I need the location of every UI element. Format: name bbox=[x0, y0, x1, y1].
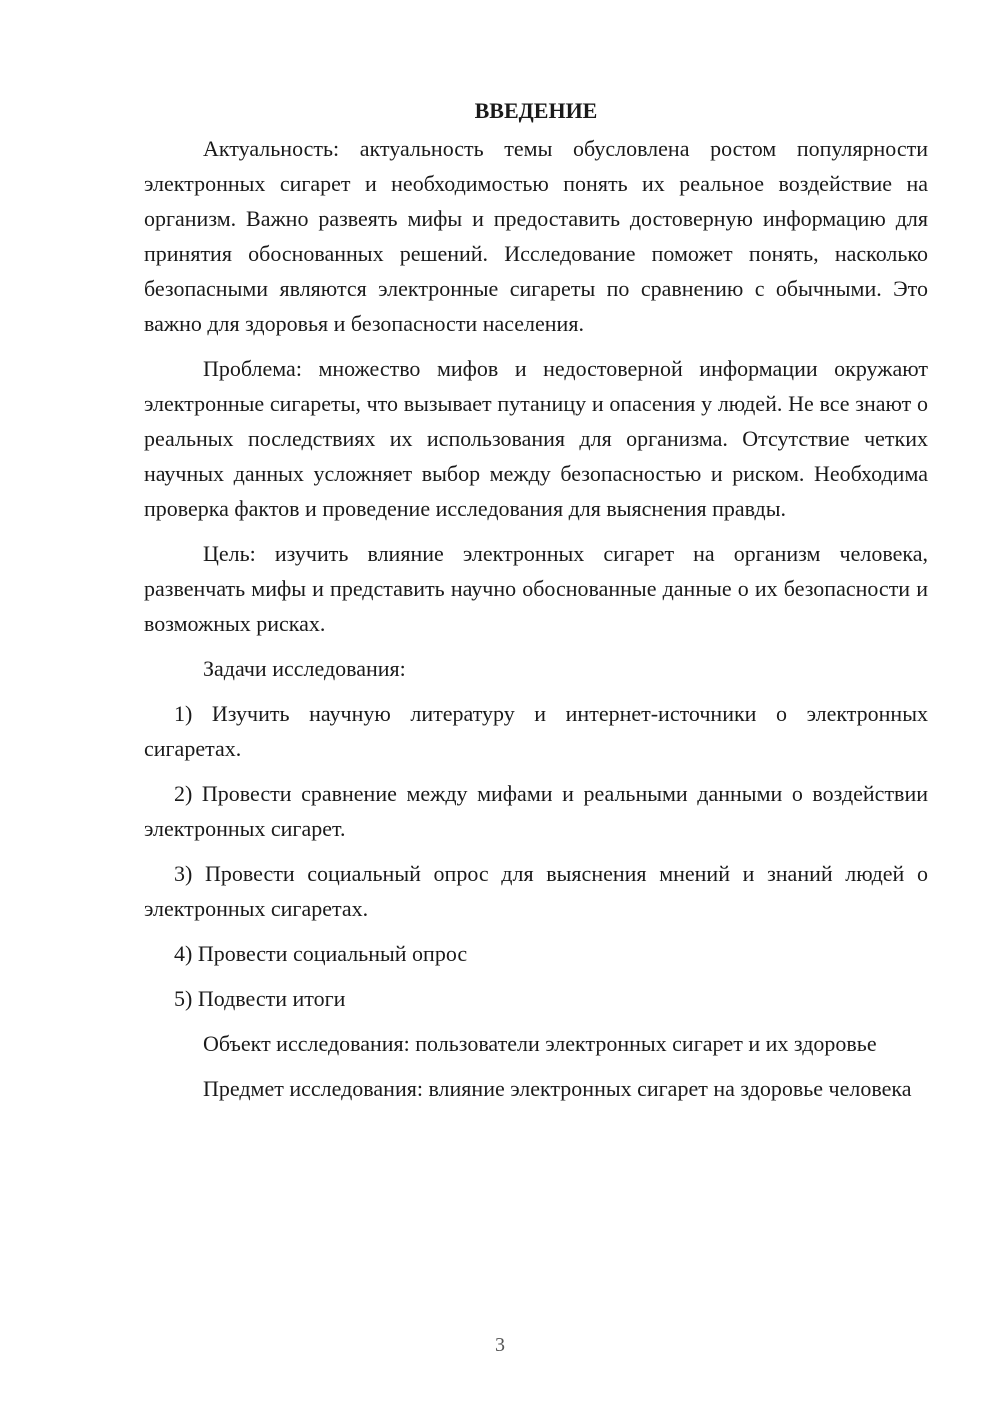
page-number: 3 bbox=[495, 1334, 505, 1356]
task-item-2: 2) Провести сравнение между мифами и реальными данными о воздействии электронных сигарет. bbox=[144, 781, 928, 841]
task-item-4: 4) Провести социальный опрос bbox=[174, 941, 468, 966]
research-subject-paragraph: Предмет исследования: влияние электронных сигарет на здоровье человека bbox=[203, 1076, 912, 1101]
tasks-heading: Задачи исследования: bbox=[203, 656, 406, 681]
relevance-paragraph: Актуальность: актуальность темы обусловлена ростом популярности электронных сигарет и необходимостью понять их реальное воздействие на организм. Важно развеять мифы и предоставить достоверную информацию для принятия обоснованных решений. Исследование поможет понять, насколько безопасными являются электронные сигареты по сравнению с обычными. Это важно для здоровья и безопасности населения. bbox=[144, 136, 928, 336]
document-page bbox=[144, 95, 928, 1116]
tasks-list bbox=[144, 696, 928, 1016]
task-item-1: 1) Изучить научную литературу и интернет-источники о электронных сигаретах. bbox=[144, 701, 928, 761]
page-title: ВВЕДЕНИЕ bbox=[474, 98, 598, 123]
goal-paragraph: Цель: изучить влияние электронных сигарет на организм человека, развенчать мифы и представить научно обоснованные данные о их безопасности и возможных рисках. bbox=[144, 541, 928, 636]
research-object-paragraph: Объект исследования: пользователи электронных сигарет и их здоровье bbox=[203, 1031, 877, 1056]
problem-paragraph: Проблема: множество мифов и недостоверной информации окружают электронные сигареты, что вызывает путаницу и опасения у людей. Не все знают о реальных последствиях их использования для организма. Отсутствие четких научных данных усложняет выбор между безопасностью и риском. Необходима проверка фактов и проведение исследования для выяснения правды. bbox=[144, 356, 928, 521]
task-item-3: 3) Провести социальный опрос для выяснения мнений и знаний людей о электронных сигаретах. bbox=[144, 861, 928, 921]
task-item-5: 5) Подвести итоги bbox=[174, 986, 346, 1011]
